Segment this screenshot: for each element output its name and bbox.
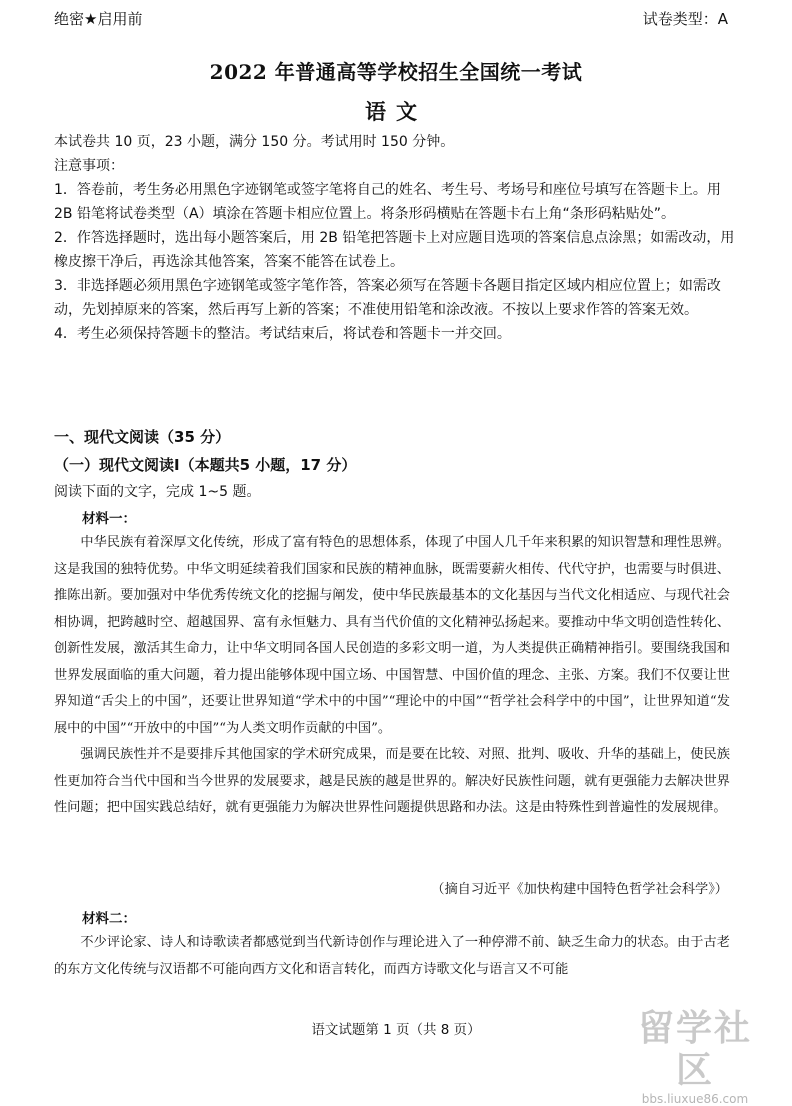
- note-item: 3．非选择题必须用黑色字迹钢笔或签字笔作答，答案必须写在答题卡各题目指定区域内相应位置上；如需改动，先划掉原来的答案，然后再写上新的答案；不准使用铅笔和涂改液。不按以上要求作答的答案无效。: [54, 278, 721, 318]
- material-label: 材料二：: [82, 911, 136, 927]
- note-item: 2．作答选择题时，选出每小题答案后，用 2B 铅笔把答题卡上对应题目选项的答案信息点涂黑；如需改动，用橡皮擦干净后，再选涂其他答案，答案不能答在试卷上。: [54, 230, 735, 270]
- material-two-text: [54, 930, 730, 983]
- confidentiality-label: 绝密★启用前: [54, 10, 143, 28]
- exam-instructions: [54, 130, 738, 346]
- material-paragraph: 强调民族性并不是要排斥其他国家的学术研究成果，而是要在比较、对照、批判、吸收、升华的基础上，使民族性更加符合当代中国和当今世界的发展要求，越是民族的越是世界的。解决好民族性问题，就有更强能力去解决世界性问题；把中国实践总结好，就有更强能力为解决世界性问题提供思路和办法。这是由特殊性到普遍性的发展规律。: [54, 747, 730, 815]
- watermark-url: bbs.liuxue86.com: [641, 1092, 749, 1106]
- material-one-text: [54, 530, 730, 822]
- note-item: 1．答卷前，考生务必用黑色字迹钢笔或签字笔将自己的姓名、考生号、考场号和座位号填写在答题卡上。用 2B 铅笔将试卷类型（A）填涂在答题卡相应位置上。将条形码横贴在答题卡右上角“条形码粘贴处”。: [54, 182, 721, 222]
- material-citation: （摘自习近平《加快构建中国特色哲学社会科学》）: [431, 882, 728, 897]
- section-heading: 一、现代文阅读（35 分）: [54, 428, 231, 446]
- material-label: 材料一：: [82, 511, 136, 527]
- watermark-logo-text: 留学社区: [637, 1008, 752, 1091]
- exam-summary: 本试卷共 10 页，23 小题，满分 150 分。考试用时 150 分钟。: [54, 134, 455, 150]
- subject-title: 语文: [365, 99, 427, 124]
- reading-instruction: 阅读下面的文字，完成 1~5 题。: [54, 484, 261, 500]
- subsection-heading: （一）现代文阅读Ⅰ（本题共5 小题，17 分）: [54, 456, 357, 474]
- material-paragraph: 中华民族有着深厚文化传统，形成了富有特色的思想体系，体现了中国人几千年来积累的知识智慧和理性思辨。这是我国的独特优势。中华文明延续着我们国家和民族的精神血脉，既需要薪火相传、代代守护，也需要与时俱进、推陈出新。要加强对中华优秀传统文化的挖掘与阐发，使中华民族最基本的文化基因与当代文化相适应、与现代社会相协调，把跨越时空、超越国界、富有永恒魅力、具有当代价值的文化精神弘扬起来。要推动中华文明创造性转化、创新性发展，激活其生命力，让中华文明同各国人民创造的多彩文明一道，为人类提供正确精神指引。要围绕我国和世界发展面临的重大问题，着力提出能够体现中国立场、中国智慧、中国价值的理念、主张、方案。我们不仅要让世界知道“舌尖上的中国”，还要让世界知道“学术中的中国”“理论中的中国”“哲学社会科学中的中国”，让世界知道“发展中的中国”“开放中的中国”“为人类文明作贡献的中国”。: [54, 535, 730, 736]
- exam-title: 2022 年普通高等学校招生全国统一考试: [209, 60, 583, 84]
- page-footer: 语文试题第 1 页（共 8 页）: [311, 1022, 481, 1038]
- notes-heading: 注意事项：: [54, 158, 124, 174]
- site-watermark: [620, 1008, 770, 1106]
- material-paragraph: 不少评论家、诗人和诗歌读者都感觉到当代新诗创作与理论进入了一种停滞不前、缺乏生命力的状态。由于古老的东方文化传统与汉语都不可能向西方文化和语言转化，而西方诗歌文化与语言又不可能: [54, 935, 730, 977]
- paper-type-label: 试卷类型：A: [642, 10, 728, 28]
- note-item: 4．考生必须保持答题卡的整洁。考试结束后，将试卷和答题卡一并交回。: [54, 326, 511, 342]
